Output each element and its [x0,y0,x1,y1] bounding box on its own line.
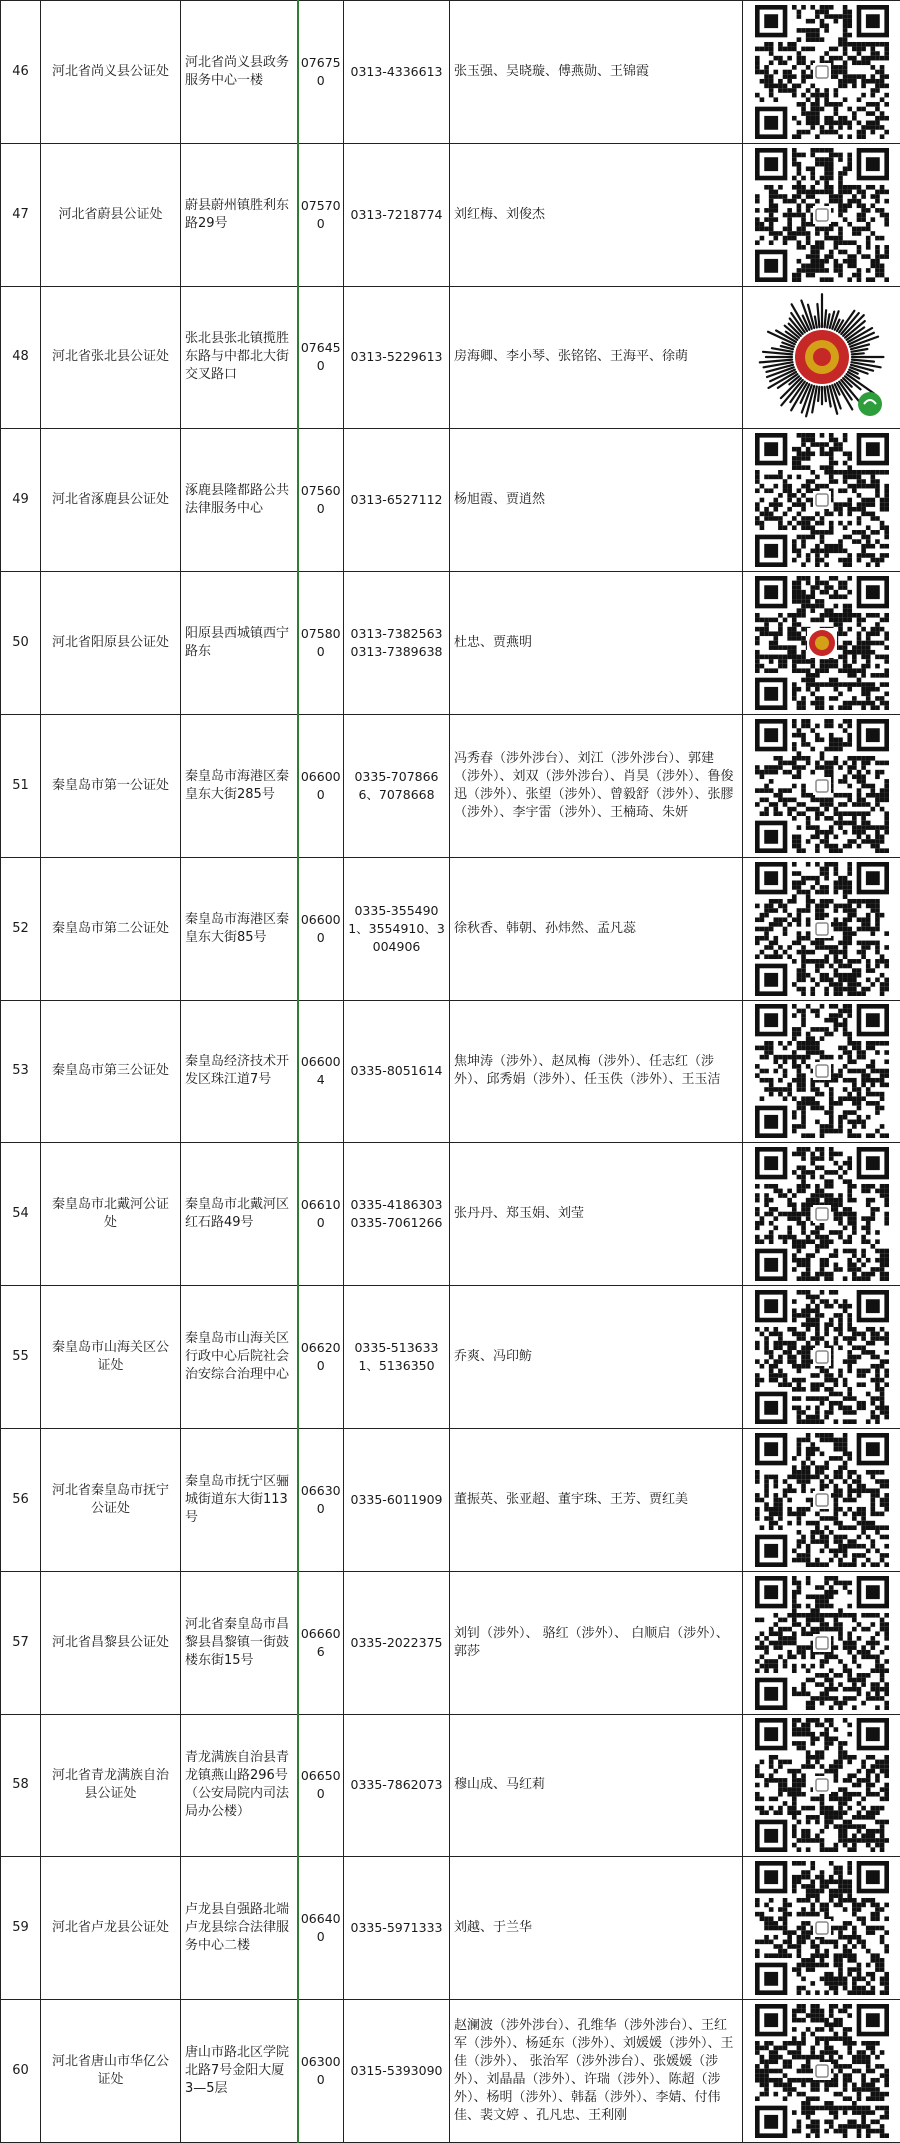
qr-cell [743,286,900,429]
table-row [1,1143,900,1286]
office-address: 卢龙县自强路北端卢龙县综合法律服务中心二楼 [181,1857,298,2000]
table-row [1,286,900,429]
office-address: 秦皇岛市海港区秦皇东大街85号 [181,857,298,1000]
postal-code: 066300 [298,1428,344,1571]
phone-number: 0315-5393090 [344,2000,450,2143]
postal-code: 075800 [298,572,344,715]
qr-code-icon[interactable] [755,5,889,139]
office-name: 河北省唐山市华亿公证处 [41,2000,181,2143]
office-name: 河北省昌黎县公证处 [41,1571,181,1714]
qr-code-icon[interactable] [755,576,889,710]
phone-number: 0335-5971333 [344,1857,450,2000]
qr-code-icon[interactable] [755,862,889,996]
qr-code-icon[interactable] [755,1718,889,1852]
qr-code-icon[interactable] [755,1004,889,1138]
office-name: 秦皇岛市北戴河公证处 [41,1143,181,1286]
office-address: 阳原县西城镇西宁路东 [181,572,298,715]
phone-number: 0313-5229613 [344,286,450,429]
office-address: 唐山市路北区学院北路7号金阳大厦3—5层 [181,2000,298,2143]
row-number: 49 [1,429,41,572]
office-name: 秦皇岛市第二公证处 [41,857,181,1000]
qr-cell [743,1000,900,1143]
office-name: 河北省蔚县公证处 [41,143,181,286]
office-address: 秦皇岛市抚宁区骊城街道东大街113号 [181,1428,298,1571]
office-address: 涿鹿县隆都路公共法律服务中心 [181,429,298,572]
row-number: 57 [1,1571,41,1714]
office-address: 秦皇岛市北戴河区红石路49号 [181,1143,298,1286]
qr-cell [743,1714,900,1857]
phone-number: 0313-6527112 [344,429,450,572]
notary-staff: 董振英、张亚超、董宇珠、王芳、贾红美 [450,1428,743,1571]
row-number: 59 [1,1857,41,2000]
postal-code: 066000 [298,714,344,857]
office-name: 秦皇岛市第一公证处 [41,714,181,857]
table-row [1,143,900,286]
notary-staff: 焦坤涛（涉外）、赵凤梅（涉外）、任志红（涉外）、邱秀娟（涉外）、任玉佚（涉外）、王玉洁 [450,1000,743,1143]
postal-code: 076450 [298,286,344,429]
table-row [1,1571,900,1714]
row-number: 55 [1,1286,41,1429]
qr-cell [743,1571,900,1714]
office-address: 河北省秦皇岛市昌黎县昌黎镇一街鼓楼东街15号 [181,1571,298,1714]
row-number: 52 [1,857,41,1000]
qr-cell [743,143,900,286]
qr-cell [743,429,900,572]
notary-staff: 徐秋香、韩朝、孙炜然、孟凡蕊 [450,857,743,1000]
office-address: 秦皇岛市海港区秦皇东大街285号 [181,714,298,857]
qr-code-icon[interactable] [755,148,889,282]
qr-cell [743,2000,900,2143]
office-name: 河北省尚义县公证处 [41,1,181,144]
qr-cell [743,1,900,144]
table-row [1,2000,900,2143]
office-name: 河北省卢龙县公证处 [41,1857,181,2000]
qr-code-icon[interactable] [755,2004,889,2138]
office-address: 秦皇岛市山海关区行政中心后院社会治安综合治理中心 [181,1286,298,1429]
table-row [1,1857,900,2000]
phone-number: 0335-4186303 0335-7061266 [344,1143,450,1286]
postal-code: 066200 [298,1286,344,1429]
postal-code: 066400 [298,1857,344,2000]
notary-staff: 刘红梅、刘俊杰 [450,143,743,286]
table-row [1,572,900,715]
qr-cell [743,572,900,715]
notary-staff: 张丹丹、郑玉娟、刘莹 [450,1143,743,1286]
table-row [1,857,900,1000]
postal-code: 063000 [298,2000,344,2143]
phone-number: 0313-4336613 [344,1,450,144]
qr-cell [743,1143,900,1286]
qr-code-icon[interactable] [755,290,889,424]
office-name: 河北省秦皇岛市抚宁公证处 [41,1428,181,1571]
qr-cell [743,1286,900,1429]
notary-staff: 刘钊（涉外）、 骆红（涉外）、 白顺启（涉外）、 郭莎 [450,1571,743,1714]
table-row [1,1714,900,1857]
postal-code: 075600 [298,429,344,572]
phone-number: 0335-5136331、5136350 [344,1286,450,1429]
row-number: 54 [1,1143,41,1286]
postal-code: 066606 [298,1571,344,1714]
postal-code: 066000 [298,857,344,1000]
qr-cell [743,1857,900,2000]
row-number: 56 [1,1428,41,1571]
postal-code: 075700 [298,143,344,286]
phone-number: 0313-7382563 0313-7389638 [344,572,450,715]
office-name: 秦皇岛市第三公证处 [41,1000,181,1143]
qr-cell [743,714,900,857]
notary-staff: 赵澜波（涉外涉台）、孔维华（涉外涉台）、王红军（涉外）、杨延东（涉外）、刘媛媛（涉外）、王佳（涉外）、 张治军（涉外涉台）、张媛媛（涉外）、刘晶晶（涉外）、许瑞（涉外）、陈超（涉外）、杨明（涉外）、韩磊（涉外）、李婧、付伟佳、裴文婷 、孔凡忠、王利刚 [450,2000,743,2143]
postal-code: 076750 [298,1,344,144]
row-number: 51 [1,714,41,857]
qr-cell [743,857,900,1000]
phone-number: 0335-6011909 [344,1428,450,1571]
notary-staff: 杨旭霞、贾逍然 [450,429,743,572]
office-name: 秦皇岛市山海关区公证处 [41,1286,181,1429]
qr-code-icon[interactable] [755,1861,889,1995]
qr-code-icon[interactable] [755,1290,889,1424]
table-row [1,1428,900,1571]
phone-number: 0335-7862073 [344,1714,450,1857]
phone-number: 0335-2022375 [344,1571,450,1714]
table-row [1,1286,900,1429]
notary-staff: 张玉强、吴晓璇、傅燕勋、王锦霞 [450,1,743,144]
qr-cell [743,1428,900,1571]
qr-code-icon[interactable] [755,1147,889,1281]
notary-staff: 冯秀春（涉外涉台）、刘江（涉外涉台）、郭建（涉外）、刘双（涉外涉台）、肖昊（涉外）、鲁俊迅（涉外）、张望（涉外）、曾毅舒（涉外）、张膠（涉外）、李宇雷（涉外）、王楠琦、朱妍 [450,714,743,857]
postal-code: 066100 [298,1143,344,1286]
office-address: 秦皇岛经济技术开发区珠江道7号 [181,1000,298,1143]
notary-staff: 杜忠、贾燕明 [450,572,743,715]
notary-staff: 乔爽、冯印鲂 [450,1286,743,1429]
phone-number: 0335-8051614 [344,1000,450,1143]
table-row [1,1,900,144]
row-number: 50 [1,572,41,715]
phone-number: 0335-7078666、7078668 [344,714,450,857]
table-body [1,1,900,2143]
notary-staff: 刘越、于兰华 [450,1857,743,2000]
office-name: 河北省青龙满族自治县公证处 [41,1714,181,1857]
postal-code: 066004 [298,1000,344,1143]
row-number: 47 [1,143,41,286]
office-address: 青龙满族自治县青龙镇燕山路296号（公安局院内司法局办公楼） [181,1714,298,1857]
phone-number: 0313-7218774 [344,143,450,286]
notary-staff: 房海卿、李小琴、张铭铭、王海平、徐萌 [450,286,743,429]
qr-code-icon[interactable] [755,1433,889,1567]
table-row [1,429,900,572]
table-row [1,1000,900,1143]
phone-number: 0335-3554901、3554910、3004906 [344,857,450,1000]
qr-code-icon[interactable] [755,433,889,567]
row-number: 48 [1,286,41,429]
qr-code-icon[interactable] [755,1576,889,1710]
row-number: 58 [1,1714,41,1857]
office-address: 蔚县蔚州镇胜利东路29号 [181,143,298,286]
office-address: 张北县张北镇揽胜东路与中都北大街交叉路口 [181,286,298,429]
office-address: 河北省尚义县政务服务中心一楼 [181,1,298,144]
office-name: 河北省涿鹿县公证处 [41,429,181,572]
table-row [1,714,900,857]
office-name: 河北省阳原县公证处 [41,572,181,715]
office-name: 河北省张北县公证处 [41,286,181,429]
row-number: 53 [1,1000,41,1143]
postal-code: 066500 [298,1714,344,1857]
notary-staff: 穆山成、马红莉 [450,1714,743,1857]
qr-code-icon[interactable] [755,719,889,853]
row-number: 46 [1,1,41,144]
row-number: 60 [1,2000,41,2143]
